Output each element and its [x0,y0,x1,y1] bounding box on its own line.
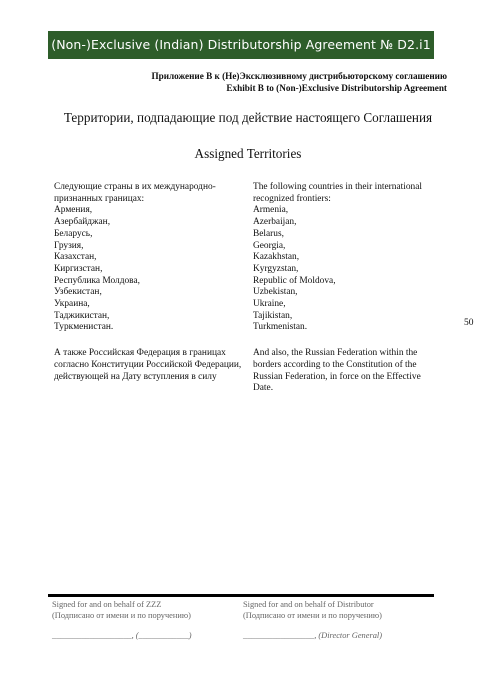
signed-for-label-ru: (Подписано от имени и по поручению) [52,610,191,620]
signature-line: ___________________, (____________) [52,631,192,640]
country-item: Казахстан, [54,252,97,263]
country-list-en [253,205,441,334]
signature-block-zzz [52,600,242,642]
signature-divider [48,594,434,597]
signature-line: _________________, (Director General) [243,631,383,640]
country-item: Turkmenistan. [253,322,308,333]
signed-for-label: Signed for and on behalf of ZZZ [52,600,162,609]
closing-text-ru: А также Российская Федерация в границах согласно Конституции Российской Федерации, действующей на Дату вступления в силу [54,348,242,382]
country-item: Kazakhstan, [253,252,300,263]
signed-for-label: Signed for and on behalf of Distributor [243,600,374,609]
country-item: Uzbekistan, [253,287,298,298]
country-item: Georgia, [253,240,286,251]
section-title-ru: Территории, подпадающие под действие настоящего Соглашения [63,110,433,125]
country-list-ru [54,205,242,334]
document-title: (Non-)Exclusive (Indian) Distributorship Agreement № D2.i1 [51,37,431,52]
country-item: Таджикистан, [54,310,110,321]
russian-column [54,182,242,383]
country-item: Armenia, [253,205,289,216]
section-title-en: Assigned Territories [194,146,302,161]
document-header-bar [48,31,434,59]
signed-for-label-ru: (Подписано от имени и по поручению) [243,610,382,620]
country-item: Tajikistan, [253,310,293,321]
intro-text-ru: Следующие страны в их международно-признанных границах: [54,182,216,204]
country-item: Украина, [54,299,90,310]
country-item: Беларусь, [54,228,93,239]
country-item: Kyrgyzstan, [253,263,299,274]
exhibit-heading-en: Exhibit B to (Non-)Exclusive Distributorship Agreement [226,83,447,93]
country-item: Туркменистан. [54,322,114,333]
page-number: 50 [464,318,474,328]
country-item: Belarus, [253,228,284,239]
country-item: Узбекистан, [54,287,102,298]
signature-block-distributor [243,600,433,642]
country-item: Азербайджан, [54,217,111,228]
english-column [253,182,441,395]
country-item: Republic of Moldova, [253,275,336,286]
country-item: Армения, [54,205,93,216]
closing-text-en: And also, the Russian Federation within the borders according to the Constitution of the Russian Federation, in force on the Effective Date. [253,348,421,394]
country-item: Ukraine, [253,299,286,310]
exhibit-heading [151,70,447,94]
exhibit-heading-ru: Приложение B к (Не)Эксклюзивному дистрибьюторскому соглашению [151,71,447,81]
country-item: Azerbaijan, [253,217,297,228]
intro-text-en: The following countries in their international recognized frontiers: [253,182,422,204]
country-item: Киргизстан, [54,263,103,274]
country-item: Грузия, [54,240,84,251]
country-item: Республика Молдова, [54,275,140,286]
